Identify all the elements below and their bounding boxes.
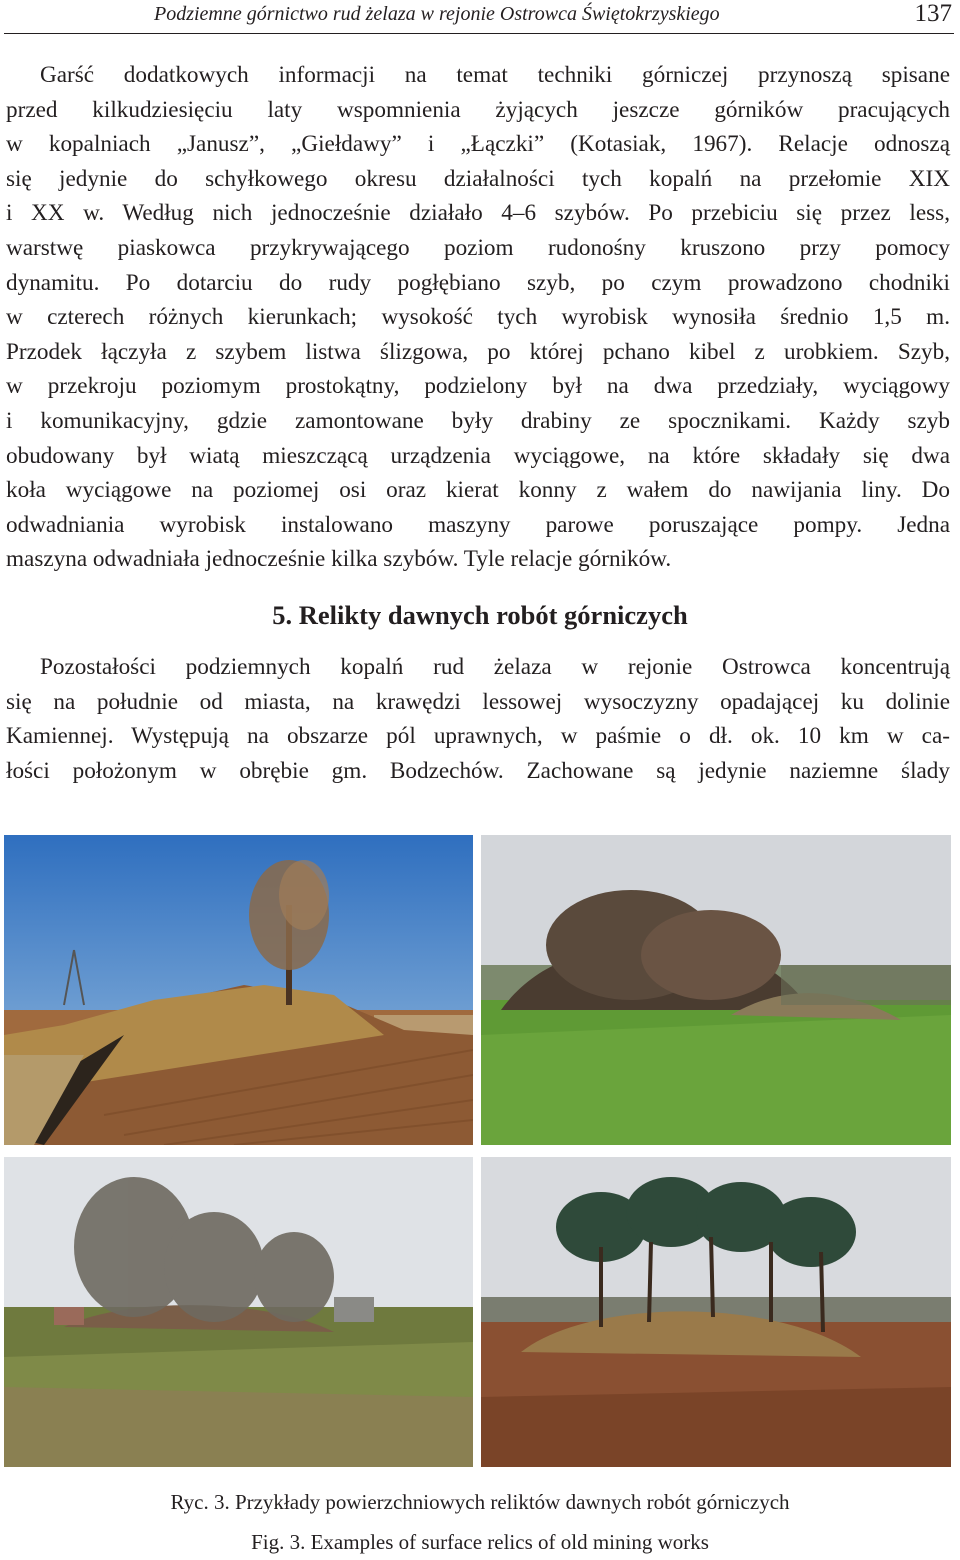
text-line: odwadniania wyrobisk instalowano maszyny parowe poruszające pompy. Jedna [6,511,950,538]
page-number: 137 [914,0,952,27]
text-line: łości położonym w obrębie gm. Bodzechów. Zachowane są jedynie naziemne ślady [6,757,950,784]
figure-caption-pl: Ryc. 3. Przykłady powierzchniowych reliktów dawnych robót górniczych [170,1490,790,1514]
photo-mound-ploughed-field [4,835,473,1145]
landscape-photo [481,1157,951,1467]
landscape-photo [4,1157,473,1467]
text-line: warstwę piaskowca przykrywającego poziom rudonośny kruszono przy pomocy [6,234,950,261]
running-title: Podziemne górnictwo rud żelaza w rejonie Ostrowca Świętokrzyskiego [154,3,720,25]
text-line: i komunikacyjny, gdzie zamontowane były drabiny ze spocznikami. Każdy szyb [6,407,950,434]
photo-mound-pine-trees [481,1157,951,1467]
body-paragraph-1 [6,58,950,577]
text-line: się na południe od miasta, na krawędzi lessowej wysoczyzny opadającej ku dolinie [6,688,950,715]
landscape-photo [481,835,951,1145]
text-line: obudowany był wiatą mieszczącą urządzenia wyciągowe, na które składały się dwa [6,442,950,469]
text-line: Kamiennej. Występują na obszarze pól uprawnych, w paśmie o dł. ok. 10 km w ca- [6,723,950,750]
body-paragraph-2 [6,650,950,788]
photo-mound-leafless-trees [4,1157,473,1467]
text-line: maszyna odwadniała jednocześnie kilka szybów. Tyle relacje górników. [6,546,672,573]
photo-mound-bushes-green-field [481,835,951,1145]
text-line: dynamitu. Po dotarciu do rudy pogłębiano szyb, po czym prowadzono chodniki [6,269,950,296]
text-line: Przodek łączyła z szybem listwa ślizgowa, po której pchano kibel z urobkiem. Szyb, [6,338,950,365]
text-line: się jedynie do schyłkowego okresu działalności tych kopalń na przełomie XIX [6,165,950,192]
text-line: Pozostałości podziemnych kopalń rud żelaza w rejonie Ostrowca koncentrują [40,654,950,680]
section-heading: 5. Relikty dawnych robót górniczych [272,600,688,630]
text-line: koła wyciągowe na poziomej osi oraz kierat konny z wałem do nawijania liny. Do [6,477,950,504]
text-line: w kopalniach „Janusz”, „Giełdawy” i „Łączki” (Kotasiak, 1967). Relacje odnoszą [6,131,950,158]
text-line: w czterech różnych kierunkach; wysokość tych wyrobisk wynosiła średnio 1,5 m. [6,304,950,331]
text-line: przed kilkudziesięciu laty wspomnienia żyjących jeszcze górników pracujących [6,96,950,123]
text-line: Garść dodatkowych informacji na temat techniki górniczej przynoszą spisane [40,62,950,88]
figure-caption-en: Fig. 3. Examples of surface relics of old mining works [251,1530,709,1554]
landscape-photo [4,835,473,1145]
text-line: w przekroju poziomym prostokątny, podzielony był na dwa przedziały, wyciągowy [6,373,950,400]
text-line: i XX w. Według nich jednocześnie działało 4–6 szybów. Po przebiciu się przez less, [6,200,950,227]
running-header [4,0,954,34]
